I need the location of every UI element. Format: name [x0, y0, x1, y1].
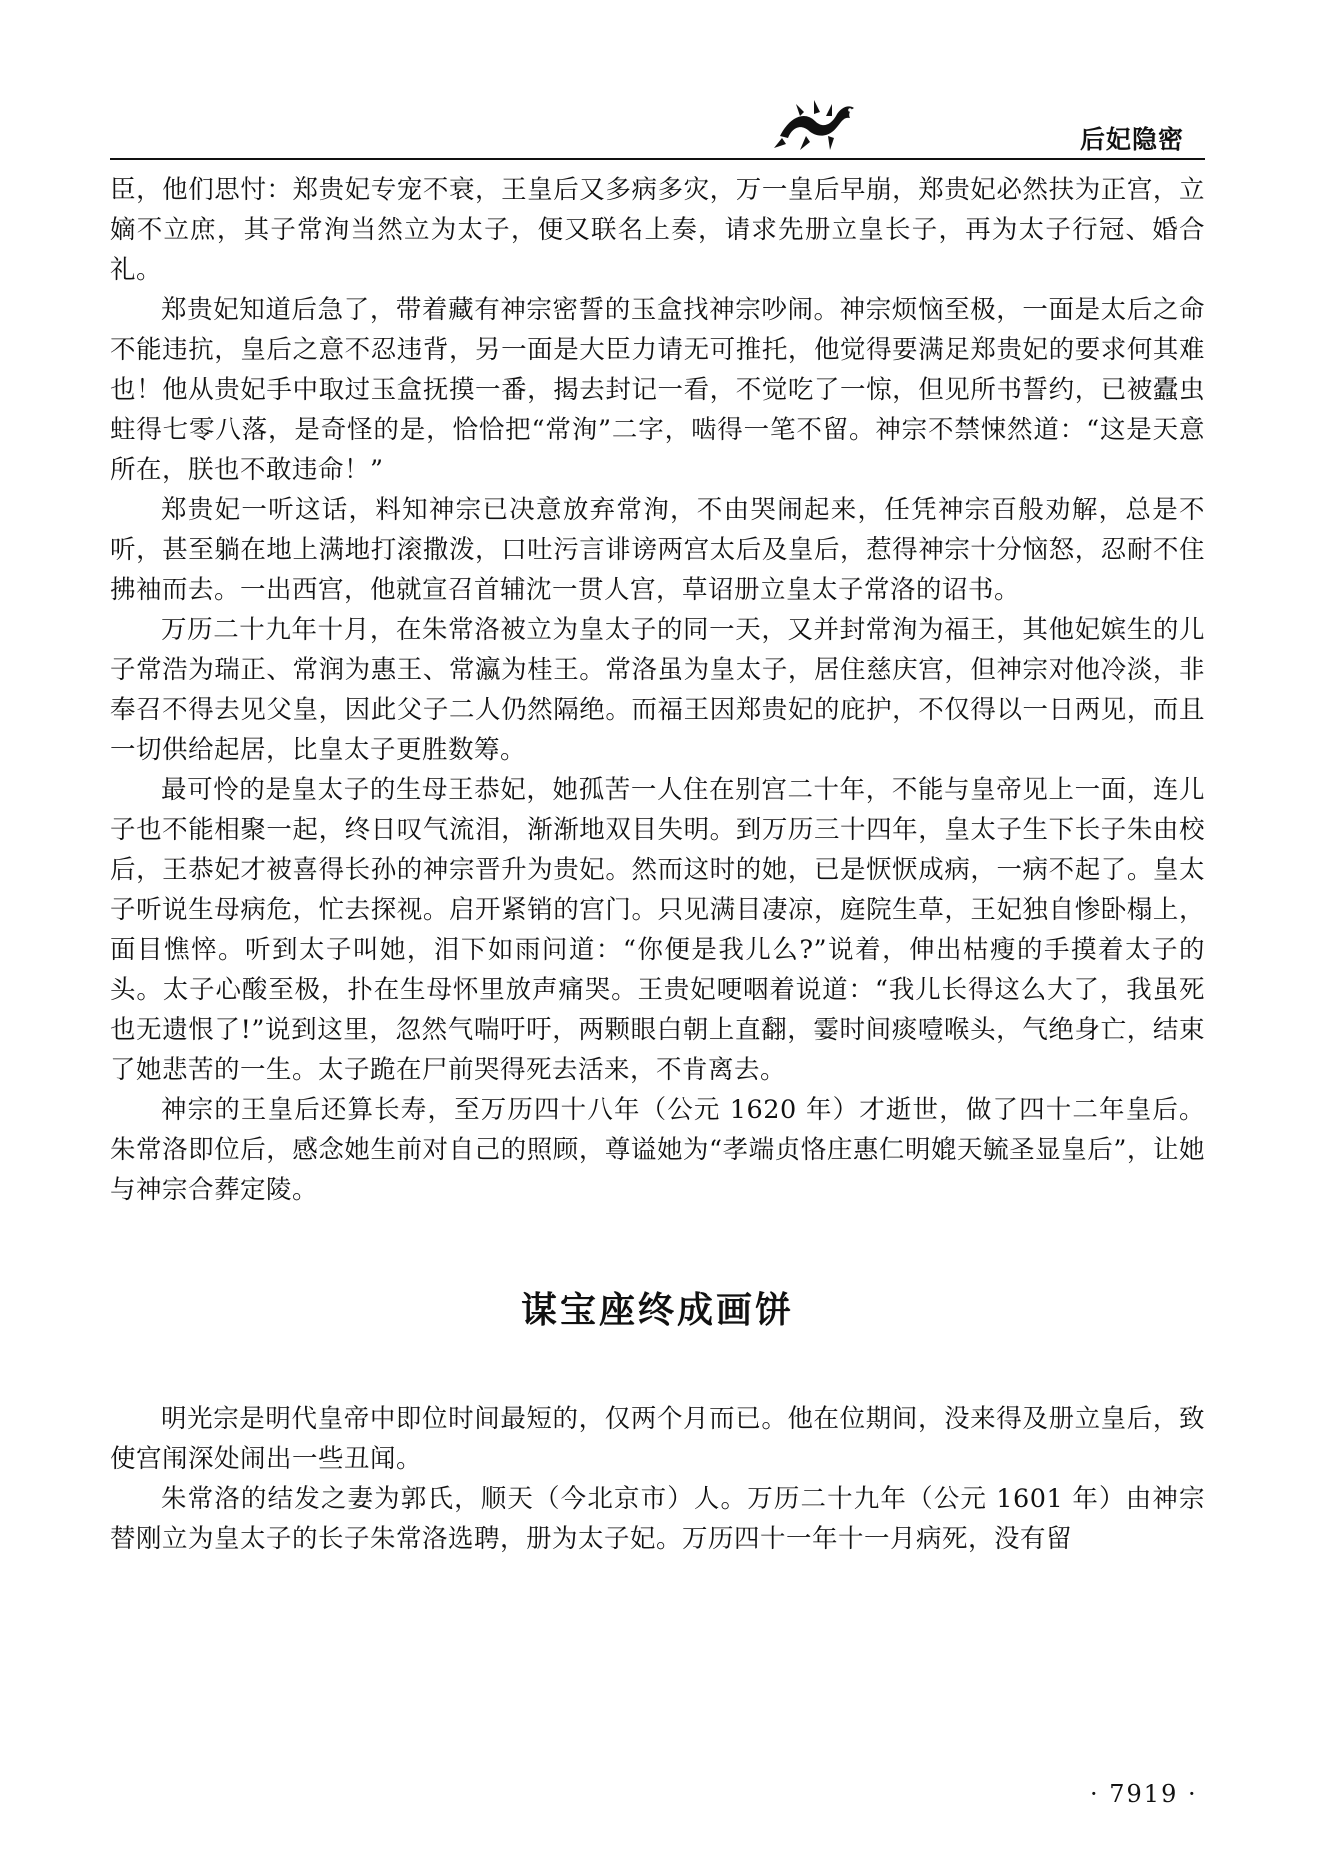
- paragraph: 朱常洛的结发之妻为郭氏，顺天（今北京市）人。万历二十九年（公元 1601 年）由神宗替刚立为皇太子的长子朱常洛选聘，册为太子妃。万历四十一年十一月病死，没有留: [110, 1484, 1205, 1554]
- page-body: [110, 170, 1205, 1559]
- paragraph: 最可怜的是皇太子的生母王恭妃，她孤苦一人住在别宫二十年，不能与皇帝见上一面，连儿子也不能相聚一起，终日叹气流泪，渐渐地双目失明。到万历三十四年，皇太子生下长子朱由校后，王恭妃才被喜得长孙的神宗晋升为贵妃。然而这时的她，已是恹恹成病，一病不起了。皇太子听说生母病危，忙去探视。启开紧销的宫门。只见满目凄凉，庭院生草，王妃独自惨卧榻上，面目憔悴。听到太子叫她，泪下如雨问道：“你便是我儿么?”说着，伸出枯瘦的手摸着太子的头。太子心酸至极，扑在生母怀里放声痛哭。王贵妃哽咽着说道：“我儿长得这么大了，我虽死也无遗恨了!”说到这里，忽然气喘吁吁，两颗眼白朝上直翻，霎时间痰噎喉头，气绝身亡，结束了她悲苦的一生。太子跪在尸前哭得死去活来，不肯离去。: [110, 775, 1205, 1085]
- header-divider: [110, 158, 1205, 160]
- paragraph: 神宗的王皇后还算长寿，至万历四十八年（公元 1620 年）才逝世，做了四十二年皇后。朱常洛即位后，感念她生前对自己的照顾，尊谥她为“孝端贞恪庄惠仁明媲天毓圣显皇后”，让她与神宗合葬定陵。: [110, 1095, 1205, 1205]
- page-header: [0, 0, 1322, 165]
- dragon-icon: [770, 86, 860, 156]
- paragraph: 臣，他们思忖：郑贵妃专宠不衰，王皇后又多病多灾，万一皇后早崩，郑贵妃必然扶为正宫，立嫡不立庶，其子常洵当然立为太子，便又联名上奏，请求先册立皇长子，再为太子行冠、婚合礼。: [110, 175, 1205, 285]
- section-title: 谋宝座终成画饼: [520, 1290, 794, 1331]
- paragraph: 明光宗是明代皇帝中即位时间最短的，仅两个月而已。他在位期间，没来得及册立皇后，致使宫闱深处闹出一些丑闻。: [110, 1404, 1205, 1474]
- page-number: · 7919 ·: [1090, 1780, 1198, 1808]
- paragraph: 郑贵妃一听这话，料知神宗已决意放弃常洵，不由哭闹起来，任凭神宗百般劝解，总是不听，甚至躺在地上满地打滚撒泼，口吐污言诽谤两宫太后及皇后，惹得神宗十分恼怒，忍耐不住拂袖而去。一出西宫，他就宣召首辅沈一贯人宫，草诏册立皇太子常洛的诏书。: [110, 495, 1205, 605]
- paragraph: 郑贵妃知道后急了，带着藏有神宗密誓的玉盒找神宗吵闹。神宗烦恼至极，一面是太后之命不能违抗，皇后之意不忍违背，另一面是大臣力请无可推托，他觉得要满足郑贵妃的要求何其难也！他从贵妃手中取过玉盒抚摸一番，揭去封记一看，不觉吃了一惊，但见所书誓约，已被蠹虫蛀得七零八落，是奇怪的是，恰恰把“常洵”二字，啮得一笔不留。神宗不禁悚然道：“这是天意所在，朕也不敢违命！”: [110, 295, 1205, 485]
- header-title: 后妃隐密: [1080, 125, 1185, 154]
- paragraph: 万历二十九年十月，在朱常洛被立为皇太子的同一天，又并封常洵为福王，其他妃嫔生的儿子常浩为瑞正、常润为惠王、常瀛为桂王。常洛虽为皇太子，居住慈庆宫，但神宗对他冷淡，非奉召不得去见父皇，因此父子二人仍然隔绝。而福王因郑贵妃的庇护，不仅得以一日两见，而且一切供给起居，比皇太子更胜数筹。: [110, 615, 1205, 765]
